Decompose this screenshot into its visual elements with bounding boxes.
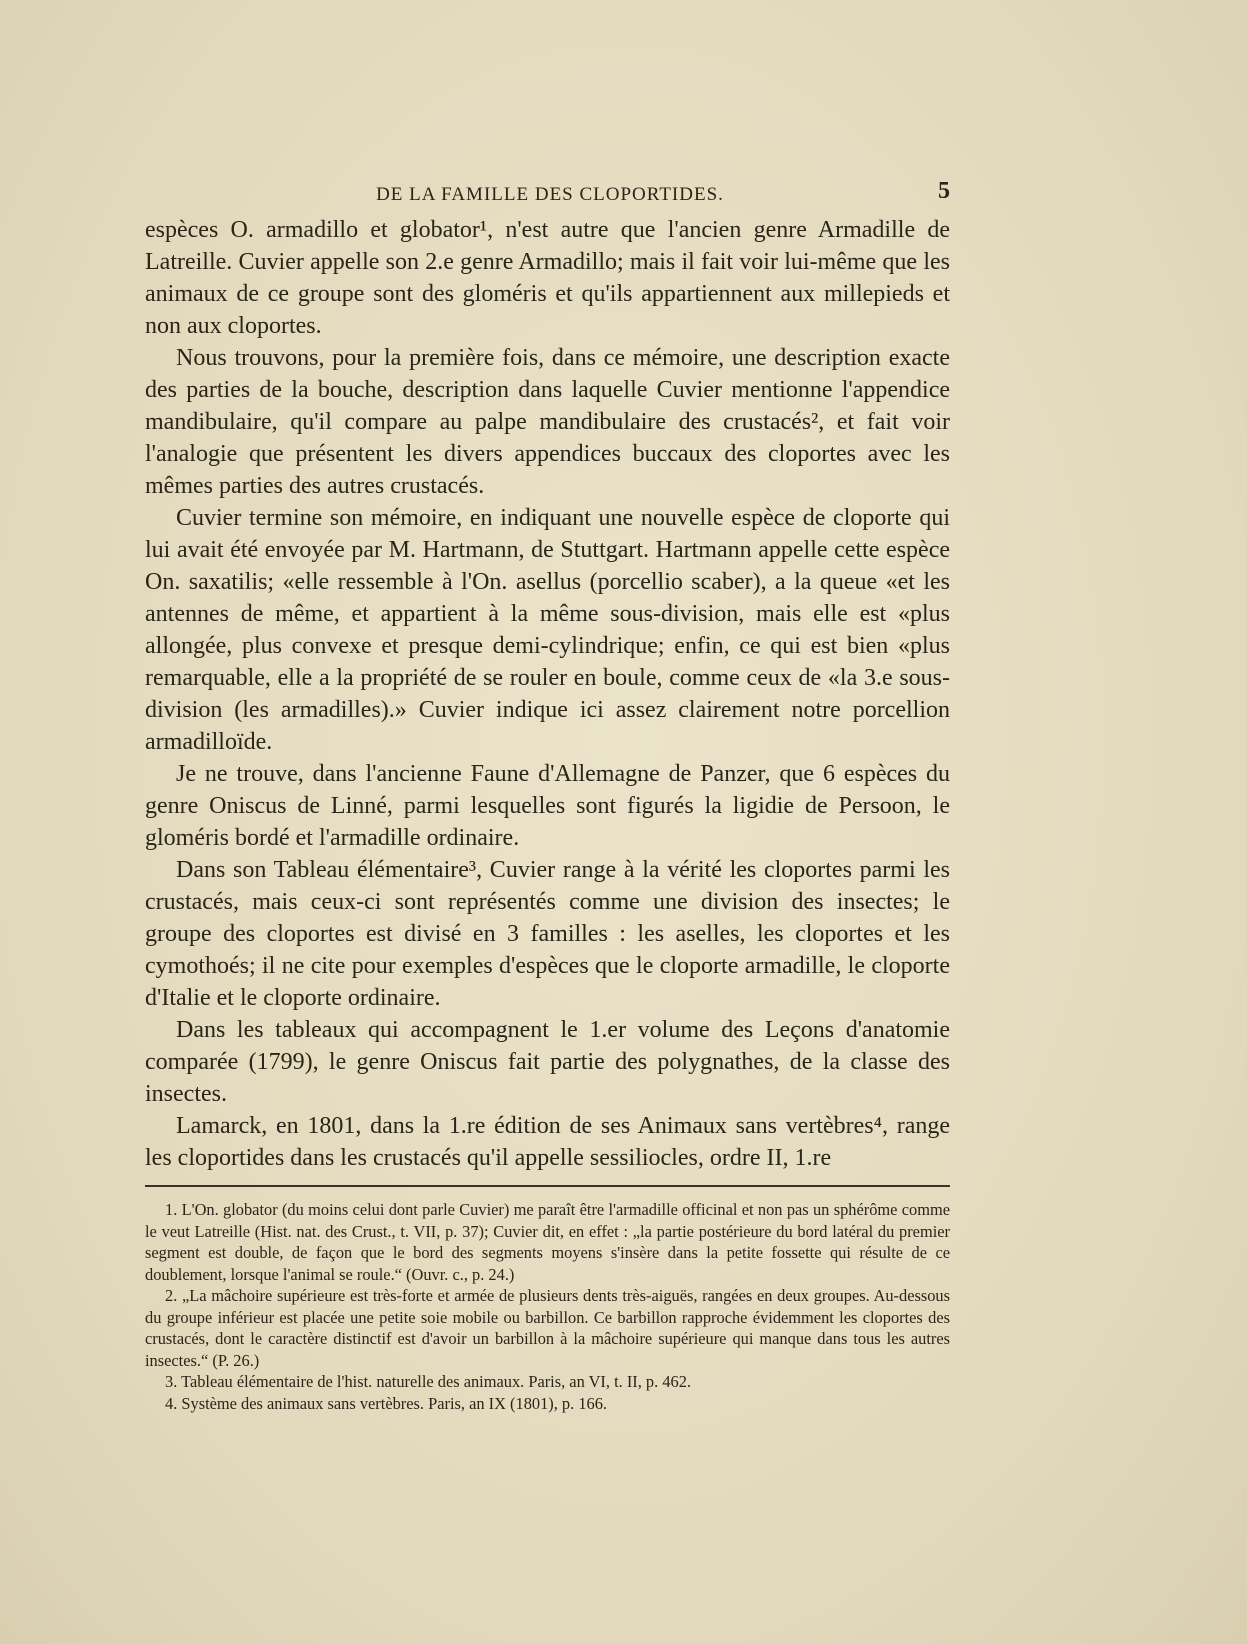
paragraph: Je ne trouve, dans l'ancienne Faune d'Allemagne de Panzer, que 6 espèces du genre Oniscus de Linné, parmi lesquelles sont figurés la ligidie de Persoon, le gloméris bordé et l'armadille ordinaire. xyxy=(145,761,950,851)
footnote-divider xyxy=(145,1185,950,1187)
running-head: DE LA FAMILLE DES CLOPORTIDES. xyxy=(376,184,724,205)
page-number: 5 xyxy=(938,178,950,204)
paragraph: Nous trouvons, pour la première fois, dans ce mémoire, une description exacte des parties de la bouche, description dans laquelle Cuvier mentionne l'appendice mandibulaire, qu'il compare au palpe mandibulaire des crustacés², et fait voir l'analogie que présentent les divers appendices buccaux des cloportes avec les mêmes parties des autres crustacés. xyxy=(145,345,950,499)
paragraph: Cuvier termine son mémoire, en indiquant une nouvelle espèce de cloporte qui lui avait été envoyée par M. Hartmann, de Stuttgart. Hartmann appelle cette espèce On. saxatilis; «elle ressemble à l'On. asellus (porcellio scaber), a la queue «et les antennes de même, et appartient à la même sous-division, mais elle est «plus allongée, plus convexe et presque demi-cylindrique; enfin, ce qui est bien «plus remarquable, elle a la propriété de se rouler en boule, comme ceux de «la 3.e sous-division (les armadilles).» Cuvier indique ici assez clairement notre porcellion armadilloïde. xyxy=(145,505,950,755)
paragraph: Dans son Tableau élémentaire³, Cuvier range à la vérité les cloportes parmi les crustacés, mais ceux-ci sont représentés comme une division des insectes; le groupe des cloportes est divisé en 3 familles : les aselles, les cloportes et les cymothoés; il ne cite pour exemples d'espèces que le cloporte armadille, le cloporte d'Italie et le cloporte ordinaire. xyxy=(145,857,950,1011)
body-text xyxy=(145,214,950,1174)
paragraph: Dans les tableaux qui accompagnent le 1.er volume des Leçons d'anatomie comparée (1799), le genre Oniscus fait partie des polygnathes, de la classe des insectes. xyxy=(145,1017,950,1107)
footnote: 2. „La mâchoire supérieure est très-forte et armée de plusieurs dents très-aiguës, rangées en deux groupes. Au-dessous du groupe inférieur est placée une petite soie mobile ou barbillon. Ce barbillon rapproche évidemment les cloportes des crustacés, dont le caractère distinctif est d'avoir un barbillon à la mâchoire supérieure qui manque dans tous les autres insectes.“ (P. 26.) xyxy=(145,1286,950,1370)
footnote: 4. Système des animaux sans vertèbres. Paris, an IX (1801), p. 166. xyxy=(165,1393,608,1413)
paragraph: Lamarck, en 1801, dans la 1.re édition de ses Animaux sans vertèbres⁴, range les cloportides dans les crustacés qu'il appelle sessiliocles, ordre II, 1.re xyxy=(145,1113,950,1171)
footnote: 1. L'On. globator (du moins celui dont parle Cuvier) me paraît être l'armadille officinal et non pas un sphérôme comme le veut Latreille (Hist. nat. des Crust., t. VII, p. 37); Cuvier dit, en effet : „la partie postérieure du bord latéral du premier segment est double, de façon que le bord des segments moyens s'insère dans la petite fossette qui résulte de ce doublement, lorsque l'animal se roule.“ (Ouvr. c., p. 24.) xyxy=(145,1200,950,1284)
footnotes xyxy=(145,1199,950,1414)
paragraph: espèces O. armadillo et globator¹, n'est autre que l'ancien genre Armadille de Latreille. Cuvier appelle son 2.e genre Armadillo; mais il fait voir lui-même que les animaux de ce groupe sont des gloméris et qu'ils appartiennent aux millepieds et non aux cloportes. xyxy=(145,217,950,339)
footnote: 3. Tableau élémentaire de l'hist. naturelle des animaux. Paris, an VI, t. II, p. 462. xyxy=(165,1372,692,1391)
